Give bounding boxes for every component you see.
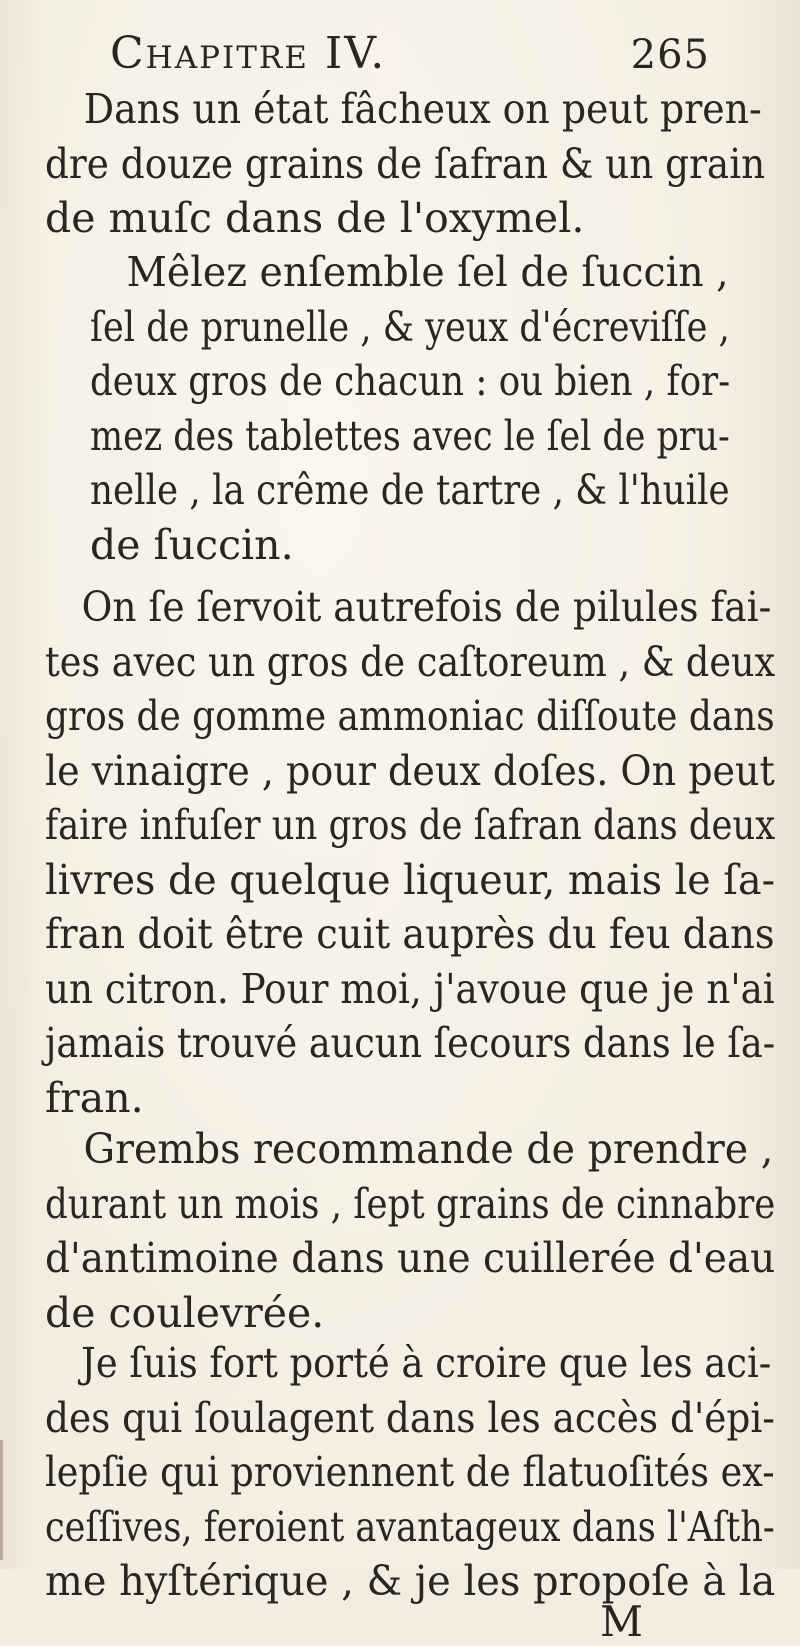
text-line: ſel de prunelle , & yeux d'écreviſſe ,: [90, 302, 730, 351]
text-line: ceſſives, feroient avantageux dans l'Aſth-: [45, 1502, 775, 1551]
text-line: Dans un état fâcheux on peut pren-: [83, 85, 762, 133]
paragraph-3: [45, 580, 775, 1125]
text-line: de ſuccin.: [90, 520, 294, 569]
text-line: jamais trouvé aucun ſecours dans le ſa-: [45, 1019, 776, 1067]
page-number: 265: [630, 32, 710, 78]
paragraph-1: [45, 82, 765, 246]
text-line: Mêlez enſemble ſel de ſuccin ,: [126, 248, 729, 296]
text-line: me hyſtérique , & je les propoſe à la: [45, 1557, 776, 1605]
text-line: livres de quelque liqueur, mais le ſa-: [45, 855, 775, 904]
text-line: un citron. Pour moi, j'avoue que je n'ai: [45, 964, 775, 1013]
text-line: nelle , la crême de tartre , & l'huile: [90, 466, 730, 514]
text-line: le vinaigre , pour deux doſes. On peut: [45, 746, 775, 795]
text-line: On ſe ſervoit autrefois de pilules fai-: [81, 583, 772, 631]
paragraph-4: [45, 1122, 775, 1340]
text-line: de muſc dans de l'oxymel.: [45, 194, 585, 242]
paragraph-2: [90, 245, 730, 572]
catchword: M: [600, 1597, 644, 1646]
paragraph-5: [45, 1336, 775, 1609]
text-line: gros de gomme ammoniac diſſoute dans: [45, 692, 775, 740]
text-line: faire infuſer un gros de ſafran dans deux: [45, 801, 776, 849]
text-line: dre douze grains de ſafran & un grain: [45, 139, 766, 188]
text-line: durant un mois , ſept grains de cinnabre: [45, 1179, 776, 1228]
text-line: tes avec un gros de caſtoreum , & deux: [45, 637, 776, 686]
text-line: de coulevrée.: [45, 1288, 325, 1337]
text-line: des qui ſoulagent dans les accès d'épi-: [45, 1393, 775, 1442]
running-header: [110, 28, 710, 79]
text-line: deux gros de chacun : ou bien , for-: [90, 357, 731, 405]
running-title: Chapitre IV.: [110, 28, 387, 79]
text-line: Je ſuis fort porté à croire que les aci-: [81, 1339, 772, 1387]
text-line: fran doit être cuit auprès du feu dans: [45, 910, 775, 958]
page-edge-mark: [0, 1440, 3, 1560]
text-line: fran.: [45, 1073, 144, 1122]
text-line: d'antimoine dans une cuillerée d'eau: [45, 1234, 776, 1282]
text-line: lepſie qui proviennent de flatuoſités ex-: [45, 1448, 775, 1496]
text-line: Grembs recommande de prendre ,: [83, 1125, 774, 1173]
text-line: mez des tablettes avec le ſel de pru-: [90, 411, 730, 460]
